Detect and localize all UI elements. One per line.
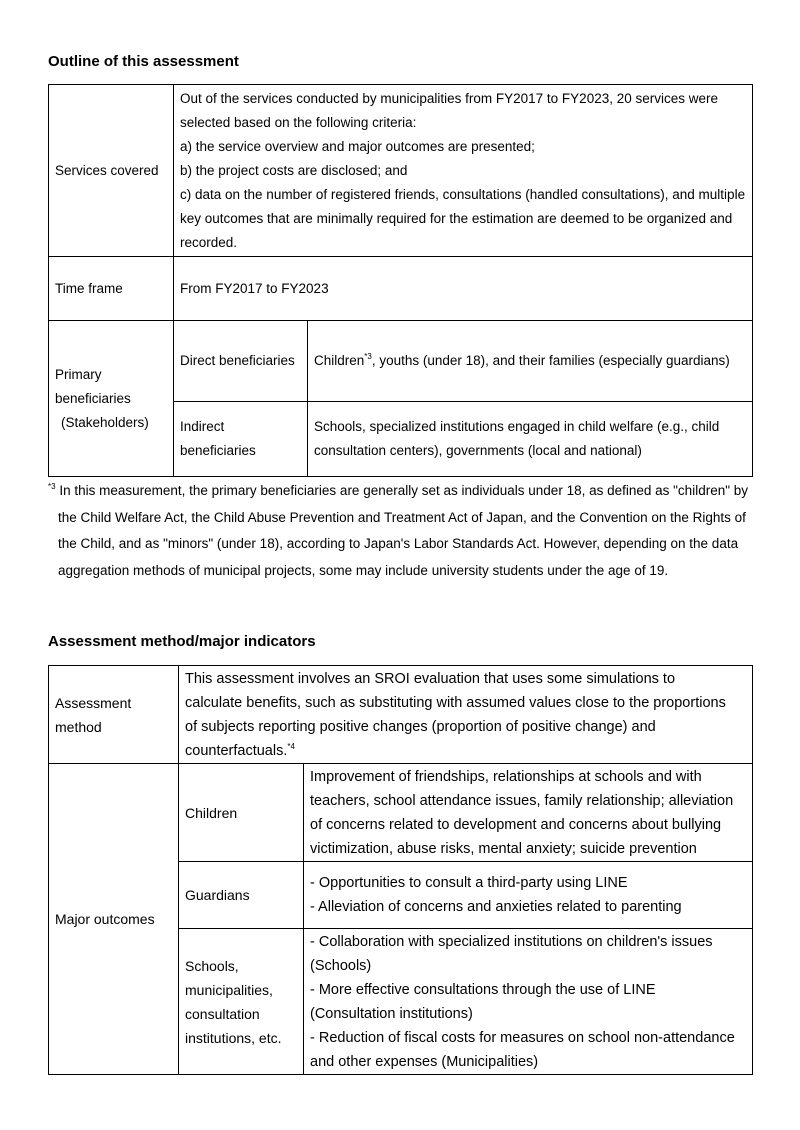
am-label-line: method (55, 718, 102, 735)
services-line: c) data on the number of registered friends, consultations (handled consultations), and multiple (180, 186, 746, 202)
section-heading-outline: Outline of this assessment (48, 53, 239, 70)
children-line: teachers, school attendance issues, family relationship; alleviation (310, 792, 734, 809)
footnote-line: aggregation methods of municipal projects, some may include university students under the age of 19. (58, 562, 669, 578)
section-heading-assessment: Assessment method/major indicators (48, 633, 316, 650)
am-line: calculate benefits, such as substituting with assumed values close to the proportions (185, 694, 726, 711)
indirect-value-line: consultation centers), governments (local and national) (314, 443, 642, 458)
services-line: selected based on the following criteria: (180, 114, 417, 130)
services-line: Out of the services conducted by municipalities from FY2017 to FY2023, 20 services were (180, 90, 719, 106)
pb-label-line: (Stakeholders) (61, 414, 149, 430)
pb-label-line: Primary (55, 366, 102, 382)
footnote-3 (48, 478, 758, 584)
schools-line: (Schools) (310, 957, 372, 974)
indirect-value-line: Schools, specialized institutions engaged in child welfare (e.g., child (314, 419, 720, 434)
children-outcomes (304, 764, 753, 862)
services-covered-value (174, 85, 753, 257)
footnote-ref: *4 (287, 741, 295, 751)
schools-line: and other expenses (Municipalities) (310, 1053, 539, 1070)
schools-line: - More effective consultations through the use of LINE (310, 981, 656, 998)
indirect-beneficiaries-value (308, 402, 753, 477)
footnote-line: the Child Welfare Act, the Child Abuse Prevention and Treatment Act of Japan, and the Convention on the Rights of (58, 509, 746, 525)
direct-value-text: , youths (under 18), and their families (especially guardians) (371, 353, 730, 368)
services-line: key outcomes that are minimally required for the estimation are deemed to be organized and (180, 210, 733, 226)
time-frame-value: From FY2017 to FY2023 (174, 257, 753, 321)
schools-line: - Reduction of fiscal costs for measures on school non-attendance (310, 1029, 735, 1046)
am-label-line: Assessment (55, 694, 132, 711)
time-frame-label: Time frame (49, 257, 174, 321)
indirect-label-line: Indirect (180, 419, 225, 434)
guardians-line: - Alleviation of concerns and anxieties related to parenting (310, 899, 682, 915)
schools-label-line: consultation (185, 1005, 260, 1022)
guardians-line: - Opportunities to consult a third-party using LINE (310, 875, 628, 891)
assessment-table (48, 665, 753, 1075)
assessment-method-value (179, 666, 753, 764)
guardians-outcomes (304, 862, 753, 929)
footnote-ref: *3 (364, 352, 372, 361)
outline-table (48, 84, 753, 477)
services-covered-label: Services covered (49, 85, 174, 257)
services-line: a) the service overview and major outcomes are presented; (180, 138, 535, 154)
footnote-line: In this measurement, the primary beneficiaries are generally set as individuals under 18, as defined as "children" by (55, 483, 749, 498)
footnote-marker: *3 (48, 482, 56, 491)
children-line: victimization, abuse risks, mental anxiety; suicide prevention (310, 840, 697, 857)
pb-label-line: beneficiaries (55, 390, 131, 406)
primary-beneficiaries-label (49, 321, 174, 477)
row-outcomes-children (49, 764, 753, 862)
schools-outcomes (304, 929, 753, 1075)
am-line: of subjects reporting positive changes (proportion of positive change) and (185, 718, 656, 735)
schools-label-line: Schools, (185, 957, 239, 974)
indirect-label-line: beneficiaries (180, 443, 256, 458)
am-line: This assessment involves an SROI evaluation that uses some simulations to (185, 670, 676, 687)
indirect-beneficiaries-label (174, 402, 308, 477)
row-assessment-method (49, 666, 753, 764)
children-line: of concerns related to development and concerns about bullying (310, 816, 722, 833)
footnote-line: the Child, and as "minors" (under 18), according to Japan's Labor Standards Act. However, depending on the data (58, 536, 739, 551)
row-time-frame (49, 257, 753, 321)
direct-beneficiaries-value (308, 321, 753, 402)
major-outcomes-label: Major outcomes (49, 764, 179, 1075)
direct-value-text: Children (314, 353, 365, 368)
assessment-method-label (49, 666, 179, 764)
direct-beneficiaries-label: Direct beneficiaries (174, 321, 308, 402)
services-line: b) the project costs are disclosed; and (180, 162, 408, 178)
row-services-covered (49, 85, 753, 257)
children-line: Improvement of friendships, relationships at schools and with (310, 768, 702, 785)
schools-label-line: institutions, etc. (185, 1029, 282, 1046)
schools-label (179, 929, 304, 1075)
children-label: Children (179, 764, 304, 862)
row-direct-beneficiaries (49, 321, 753, 402)
schools-line: - Collaboration with specialized institutions on children's issues (310, 933, 713, 950)
services-line: recorded. (180, 234, 238, 250)
schools-label-line: municipalities, (185, 981, 273, 998)
guardians-label: Guardians (179, 862, 304, 929)
schools-line: (Consultation institutions) (310, 1005, 473, 1022)
am-line: counterfactuals. (185, 742, 288, 759)
